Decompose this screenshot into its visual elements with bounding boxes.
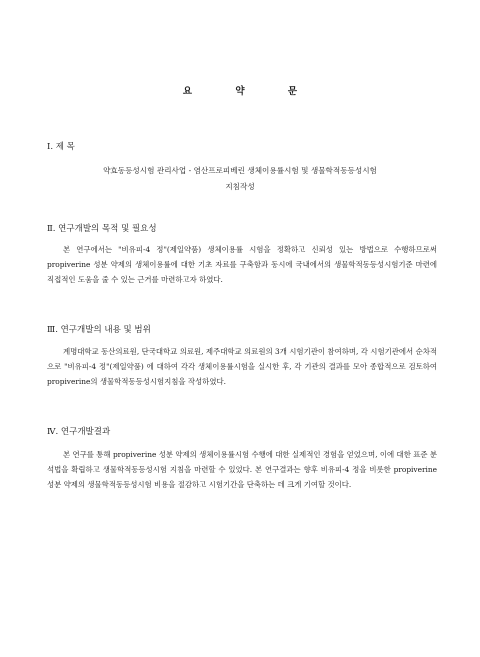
document-title: 요 약 문 xyxy=(182,86,318,97)
section-3-heading: Ⅲ. 연구개발의 내용 및 범위 xyxy=(47,325,151,335)
section-2-paragraph: 본 연구에서는 "비유피-4 정"(제일약품) 생체이용률 시험을 정확하고 신뢰성 있는 방법으로 수행하므로써 propiverine 성분 약제의 생체이용률에 대한 기초 자료를 구축함과 동시에 국내에서의 생물학적동등성시험기준 마련에 직접적인 도움을 줄 수 있는 근거를 마련하고자 하였다. xyxy=(47,245,437,284)
section-1-heading: Ⅰ. 제 목 xyxy=(47,142,75,152)
section-1-title-line-2: 지침작성 xyxy=(225,182,255,191)
section-3-paragraph: 계명대학교 동산의료원, 단국대학교 의료원, 제주대학교 의료원의 3개 시험기관이 참여하며, 각 시험기관에서 순차적으로 "비유피-4 정"(제일약품) 에 대하여 각각 생체이용률시험을 실시한 후, 각 기관의 결과를 모아 종합적으로 검토하여 propiverine의 생물학적동등성시험지침을 작성하였다. xyxy=(47,347,437,386)
section-4-heading: Ⅳ. 연구개발결과 xyxy=(47,427,111,437)
section-2-heading: Ⅱ. 연구개발의 목적 및 필요성 xyxy=(47,224,157,234)
section-4-paragraph: 본 연구를 통해 propiverine 성분 약제의 생체이용률시험 수행에 대한 실제적인 경험을 얻었으며, 이에 대한 표준 분석법을 확립하고 생물학적동등성시험 지침을 마련할 수 있었다. 본 연구결과는 향후 비유피-4 정을 비롯한 propiverine 성분 약제의 생물학적동등성시험 비용을 절감하고 시험기간을 단축하는 데 크게 기여할 것이다. xyxy=(47,450,437,489)
section-1-title-line-1: 약효동등성시험 관리사업 - 염산프로피베린 생체이용률시험 및 생물학적동등성시험 xyxy=(103,166,377,175)
